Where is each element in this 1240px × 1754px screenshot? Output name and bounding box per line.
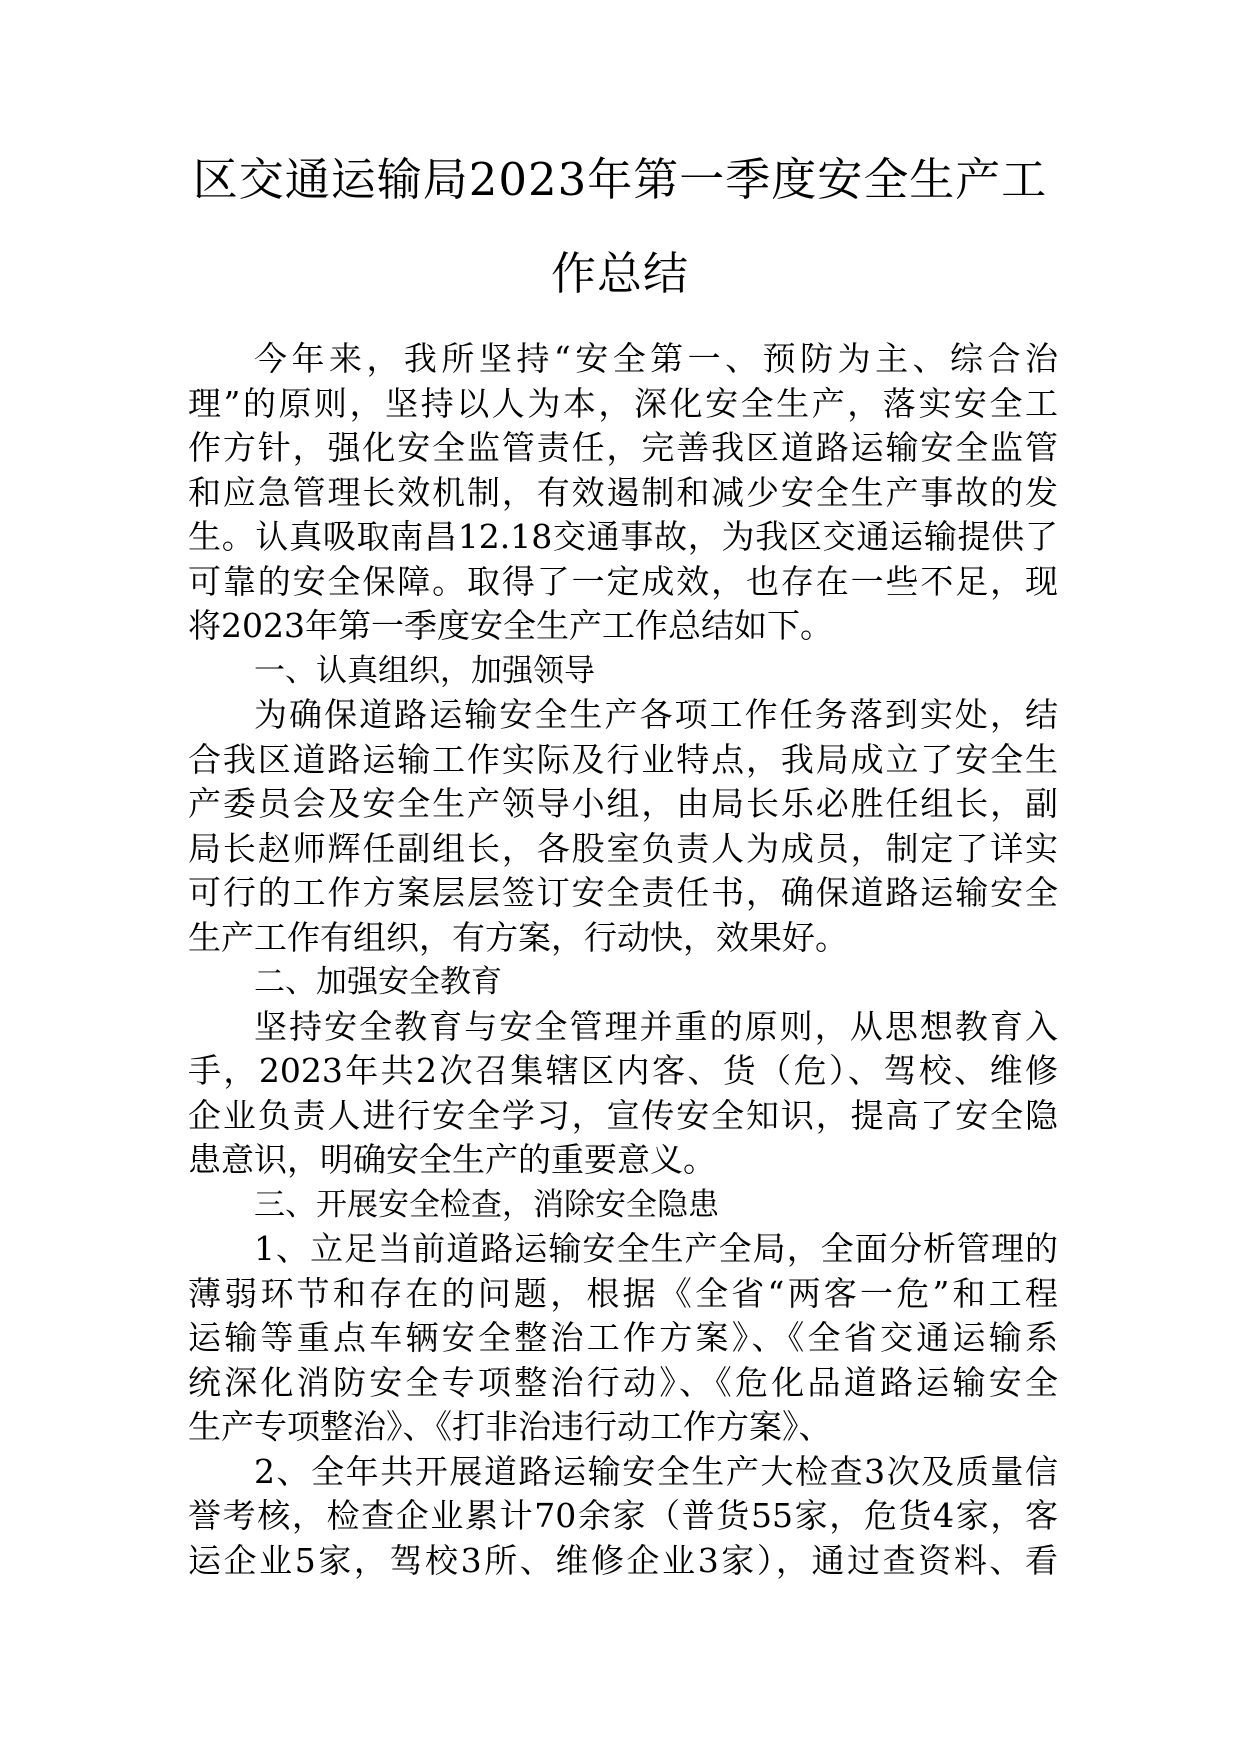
document-body	[188, 337, 1058, 1583]
document-title	[150, 133, 1090, 321]
body-line: 运输等重点车辆安全整治工作方案》、《全省交通运输系	[188, 1318, 1058, 1357]
body-line: 生。认真吸取南昌12.18交通事故，为我区交通运输提供了	[188, 517, 1058, 556]
body-line: 局长赵师辉任副组长，各股室负责人为成员，制定了详实	[188, 828, 1058, 868]
body-line: 生产专项整治》、《打非治违行动工作方案》、	[188, 1407, 832, 1446]
body-line: 1、立足当前道路运输安全生产全局，全面分析管理的	[254, 1229, 1058, 1268]
body-line: 和应急管理长效机制，有效遏制和减少安全生产事故的发	[188, 472, 1058, 512]
body-line: 可靠的安全保障。取得了一定成效，也存在一些不足，现	[188, 561, 1058, 601]
body-line: 患意识，明确安全生产的重要意义。	[188, 1140, 716, 1179]
body-line: 今年来，我所坚持“安全第一、预防为主、综合治	[254, 339, 1058, 378]
title-line-1: 区交通运输局2023年第一季度安全生产工	[192, 153, 1048, 206]
body-line: 将2023年第一季度安全生产工作总结如下。	[188, 606, 833, 645]
body-line: 作方针，强化安全监管责任，完善我区道路运输安全监管	[188, 428, 1058, 467]
body-line: 薄弱环节和存在的问题，根据《全省“两客一危”和工程	[188, 1273, 1058, 1313]
body-line: 坚持安全教育与安全管理并重的原则，从思想教育入	[254, 1006, 1058, 1046]
section-heading-1: 一、认真组织，加强领导	[254, 652, 595, 689]
body-line: 企业负责人进行安全学习，宣传安全知识，提高了安全隐	[188, 1095, 1058, 1135]
body-line: 理”的原则，坚持以人为本，深化安全生产，落实安全工	[188, 383, 1058, 423]
body-line: 誉考核，检查企业累计70余家（普货55家，危货4家，客	[188, 1496, 1058, 1535]
body-line: 为确保道路运输安全生产各项工作任务落到实处，结	[254, 695, 1058, 734]
body-line: 统深化消防安全专项整治行动》、《危化品道路运输安全	[188, 1362, 1058, 1402]
body-line: 手，2023年共2次召集辖区内客、货（危）、驾校、维修	[188, 1051, 1058, 1090]
section-heading-3: 三、开展安全检查，消除安全隐患	[254, 1186, 719, 1223]
body-line: 生产工作有组织，有方案，行动快，效果好。	[188, 917, 848, 957]
body-line: 2、全年共开展道路运输安全生产大检查3次及质量信	[254, 1451, 1058, 1491]
body-line: 产委员会及安全生产领导小组，由局长乐必胜任组长，副	[188, 784, 1058, 823]
body-line: 合我区道路运输工作实际及行业特点，我局成立了安全生	[188, 739, 1058, 779]
section-heading-2: 二、加强安全教育	[254, 964, 502, 1000]
body-line: 运企业5家，驾校3所、维修企业3家），通过查资料、看	[188, 1540, 1058, 1580]
title-line-2: 作总结	[550, 247, 689, 300]
body-line: 可行的工作方案层层签订安全责任书，确保道路运输安全	[188, 873, 1058, 912]
